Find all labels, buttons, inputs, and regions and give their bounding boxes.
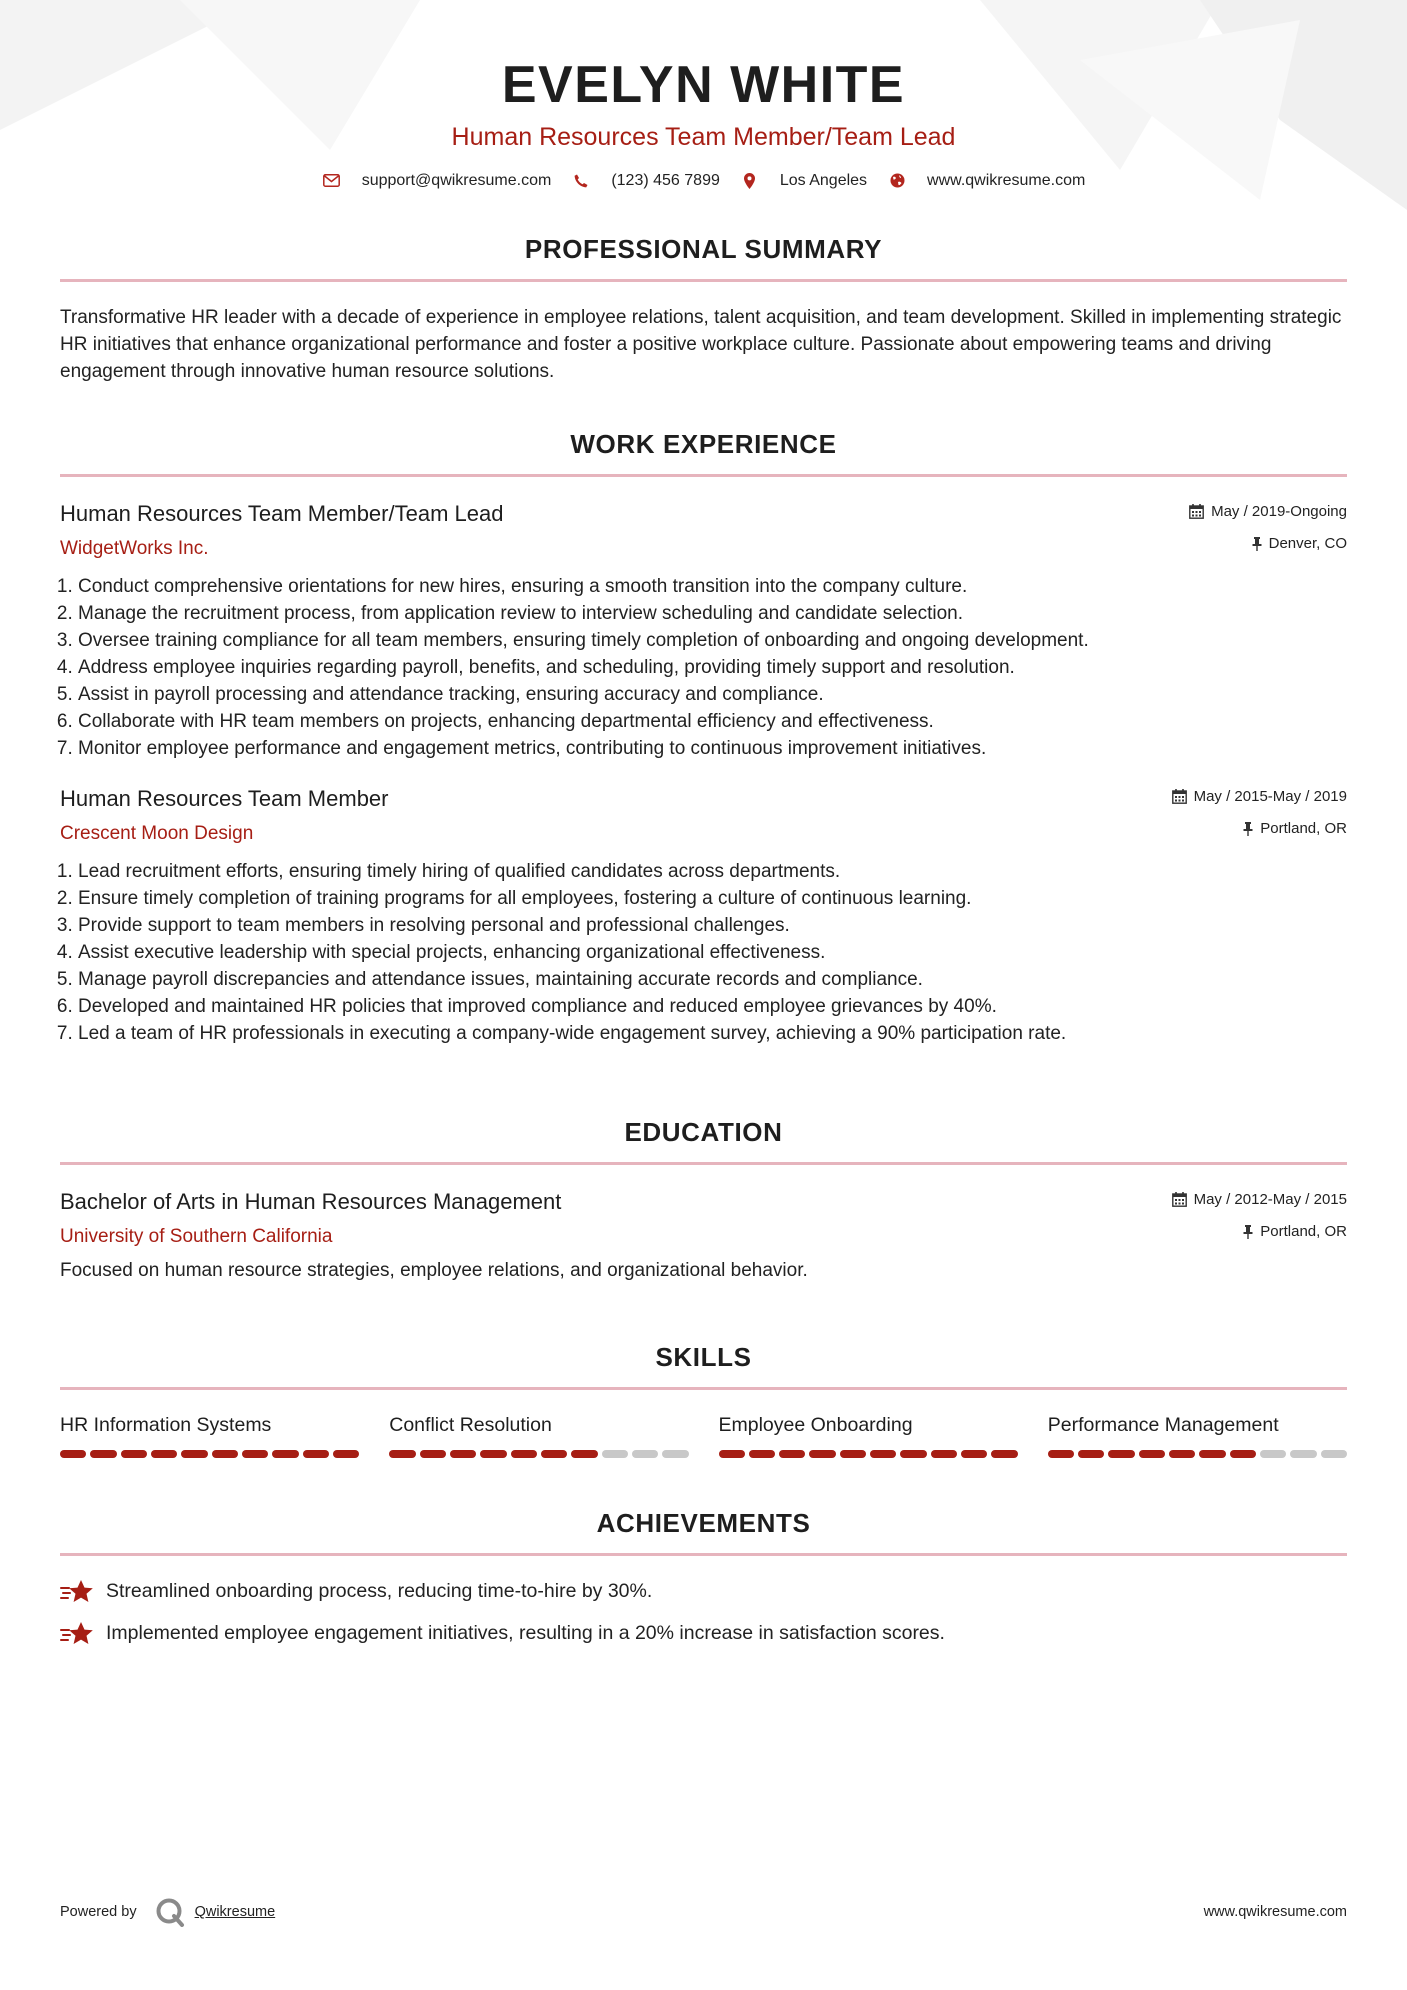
skill-level-segment [1199,1450,1225,1458]
job-location: Portland, OR [1260,820,1347,838]
duty-item: 4. Address employee inquiries regarding payroll, benefits, and scheduling, providing timely support and resolution. [78,654,1347,681]
achievement-item [60,1578,1347,1606]
job-title: Human Resources Team Member [60,785,389,811]
company-name: WidgetWorks Inc. [60,537,209,559]
contact-website-text: www.qwikresume.com [927,171,1086,189]
skill-level-segment [1108,1450,1134,1458]
achievement-list [60,1578,1347,1648]
skill-name: Conflict Resolution [389,1413,552,1436]
duty-item: 5. Manage payroll discrepancies and attendance issues, maintaining accurate records and compliance. [78,966,1347,993]
section-divider [60,1162,1347,1165]
skill-level-segment [242,1450,268,1458]
education-meta [1172,1189,1347,1243]
skill-name: Performance Management [1047,1413,1279,1436]
skill-level-segment [212,1450,238,1458]
calendar-icon [1189,504,1204,519]
skill-level-segment [303,1450,329,1458]
skill-level-segment [571,1450,597,1458]
company-name: Crescent Moon Design [60,822,254,844]
skill-list [60,1414,1347,1458]
contact-location-text: Los Angeles [779,171,868,189]
education-section [60,1117,1347,1282]
education-heading: EDUCATION [624,1116,783,1147]
skill-level-bar [389,1450,688,1458]
school-name: University of Southern California [60,1225,333,1247]
skill-level-segment [991,1450,1017,1458]
skill-level-segment [870,1450,896,1458]
skill-level-segment [151,1450,177,1458]
powered-by [60,1897,275,1927]
skill-level-segment [1321,1450,1347,1458]
brand-link[interactable]: Qwikresume [194,1904,276,1920]
job-location: Denver, CO [1268,535,1347,553]
skill-level-segment [389,1450,415,1458]
skill-level-segment [450,1450,476,1458]
job-title: Human Resources Team Member/Team Lead [60,500,504,526]
achievement-text: Implemented employee engagement initiatives, resulting in a 20% increase in satisfaction scores. [106,1622,945,1645]
section-divider [60,474,1347,477]
experience-heading: WORK EXPERIENCE [570,428,837,459]
job-entry [60,786,1347,1047]
job-meta [1189,501,1347,555]
pin-icon [1243,1225,1253,1239]
duty-item: 6. Developed and maintained HR policies that improved compliance and reduced employee grievances by 40%. [78,993,1347,1020]
skill-item [389,1414,688,1458]
duty-item: 7. Led a team of HR professionals in executing a company-wide engagement survey, achieving a 90% participation rate. [78,1020,1347,1047]
experience-section [60,429,1347,1047]
duty-item: 5. Assist in payroll processing and attendance tracking, ensuring accuracy and compliance. [78,681,1347,708]
calendar-icon [1172,789,1187,804]
skill-item [1048,1414,1347,1458]
qwikresume-logo-icon [155,1897,185,1927]
skill-level-segment [809,1450,835,1458]
achievements-heading: ACHIEVEMENTS [596,1507,811,1538]
section-divider [60,1553,1347,1556]
duty-item: 4. Assist executive leadership with special projects, enhancing organizational effectiveness. [78,939,1347,966]
job-list [60,501,1347,1047]
skills-section [60,1342,1347,1458]
education-location: Portland, OR [1260,1223,1347,1241]
pin-icon [1252,537,1262,551]
footer-website[interactable]: www.qwikresume.com [1203,1904,1347,1920]
globe-icon [887,173,907,188]
skill-level-segment [1260,1450,1286,1458]
degree-title: Bachelor of Arts in Human Resources Management [60,1188,562,1214]
skill-level-segment [60,1450,86,1458]
contact-website[interactable] [887,172,1085,190]
resume-header [60,0,1347,190]
skill-level-segment [1169,1450,1195,1458]
summary-heading: PROFESSIONAL SUMMARY [524,233,883,264]
skill-item [719,1414,1018,1458]
contact-bar [60,172,1347,190]
pin-icon [1243,822,1253,836]
duty-item: 1. Conduct comprehensive orientations for new hires, ensuring a smooth transition into the company culture. [78,573,1347,600]
skill-item [60,1414,359,1458]
skill-level-segment [749,1450,775,1458]
star-achievement-icon [60,1620,94,1648]
job-meta [1172,786,1347,840]
skill-level-segment [272,1450,298,1458]
skill-level-segment [90,1450,116,1458]
summary-text: Transformative HR leader with a decade of experience in employee relations, talent acquisition, and team development. Skilled in implementing strategic HR initiatives that enhance organizational performance and foster a positive workplace culture. Passionate about empowering teams and driving engagement through innovative human resource solutions. [60,306,1342,382]
skill-level-segment [719,1450,745,1458]
skill-level-segment [931,1450,957,1458]
skill-level-segment [632,1450,658,1458]
contact-email-text: support@qwikresume.com [361,171,552,189]
page-footer [60,1897,1347,1927]
duty-list [60,858,1347,1047]
duty-item: 7. Monitor employee performance and engagement metrics, contributing to continuous improvement initiatives. [78,735,1347,762]
skill-level-segment [333,1450,359,1458]
contact-phone-text: (123) 456 7899 [611,171,720,189]
section-divider [60,1387,1347,1390]
education-entry [60,1189,1347,1282]
skill-level-segment [662,1450,688,1458]
summary-section [60,234,1347,385]
skill-level-segment [840,1450,866,1458]
skill-level-segment [1139,1450,1165,1458]
skills-heading: SKILLS [655,1341,752,1372]
skill-name: HR Information Systems [60,1413,272,1436]
job-date: May / 2019-Ongoing [1211,503,1347,521]
skill-level-bar [1048,1450,1347,1458]
phone-icon [571,174,591,188]
contact-location [740,172,867,190]
contact-email[interactable] [322,172,552,190]
skill-level-segment [181,1450,207,1458]
job-date: May / 2015-May / 2019 [1193,788,1347,806]
education-description: Focused on human resource strategies, employee relations, and organizational behavior. [60,1259,808,1281]
education-date: May / 2012-May / 2015 [1193,1191,1347,1209]
skill-level-segment [420,1450,446,1458]
skill-level-segment [900,1450,926,1458]
candidate-title: Human Resources Team Member/Team Lead [451,122,956,151]
skill-level-segment [1230,1450,1256,1458]
skill-level-segment [121,1450,147,1458]
skill-level-segment [511,1450,537,1458]
skill-level-segment [1048,1450,1074,1458]
skill-level-segment [779,1450,805,1458]
duty-item: 3. Provide support to team members in resolving personal and professional challenges. [78,912,1347,939]
map-marker-icon [740,173,760,189]
job-entry [60,501,1347,762]
duty-item: 1. Lead recruitment efforts, ensuring timely hiring of qualified candidates across departments. [78,858,1347,885]
skill-level-segment [480,1450,506,1458]
skill-name: Employee Onboarding [718,1413,913,1436]
skill-level-segment [1290,1450,1316,1458]
achievements-section [60,1508,1347,1648]
achievement-item [60,1620,1347,1648]
duty-list [60,573,1347,762]
section-divider [60,279,1347,282]
skill-level-bar [719,1450,1018,1458]
skill-level-segment [1078,1450,1104,1458]
duty-item: 2. Manage the recruitment process, from application review to interview scheduling and candidate selection. [78,600,1347,627]
candidate-name: EVELYN WHITE [501,56,906,114]
duty-item: 2. Ensure timely completion of training programs for all employees, fostering a culture of continuous learning. [78,885,1347,912]
skill-level-segment [602,1450,628,1458]
star-achievement-icon [60,1578,94,1606]
skill-level-segment [541,1450,567,1458]
calendar-icon [1172,1192,1187,1207]
duty-item: 3. Oversee training compliance for all team members, ensuring timely completion of onboarding and ongoing development. [78,627,1347,654]
skill-level-segment [961,1450,987,1458]
skill-level-bar [60,1450,359,1458]
powered-by-label: Powered by [60,1904,137,1920]
envelope-icon [322,174,342,187]
achievement-text: Streamlined onboarding process, reducing time-to-hire by 30%. [106,1580,653,1603]
duty-item: 6. Collaborate with HR team members on projects, enhancing departmental efficiency and effectiveness. [78,708,1347,735]
contact-phone[interactable] [571,172,720,190]
